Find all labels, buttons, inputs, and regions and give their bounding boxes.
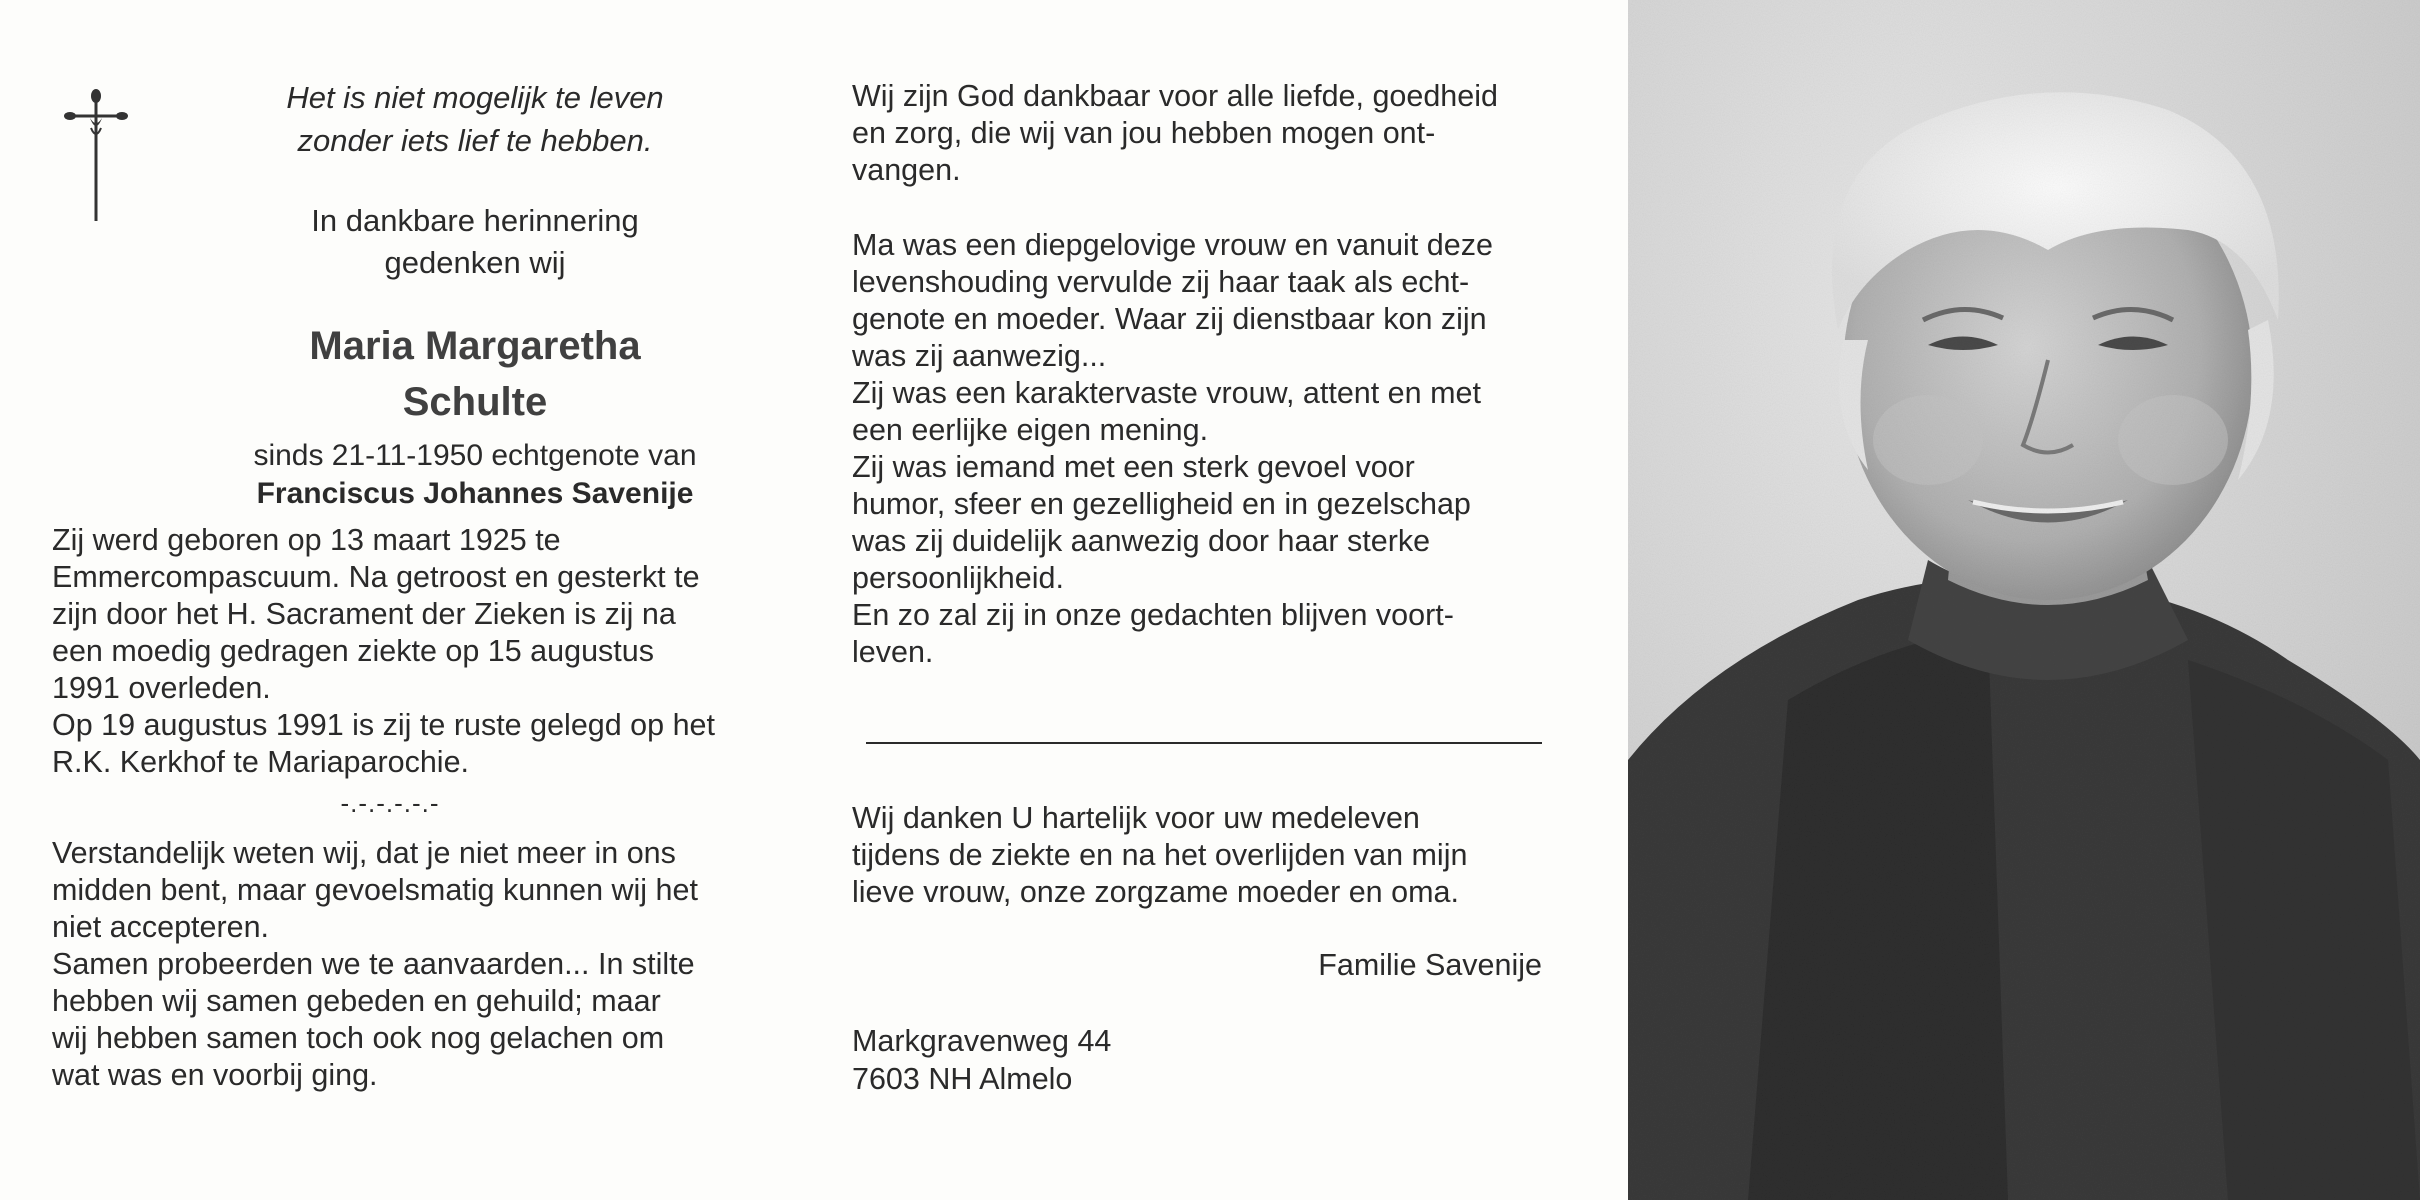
divider-rule — [866, 742, 1542, 744]
bio-line: Emmercompascuum. Na getroost en gesterkt te — [52, 560, 700, 594]
character-line: Zij was een karaktervaste vrouw, attent en met — [852, 376, 1481, 410]
character-line: leven. — [852, 635, 934, 669]
address — [852, 1022, 1111, 1098]
character-line: was zij aanwezig... — [852, 339, 1107, 373]
bio-line: 1991 overleden. — [52, 671, 271, 705]
gratitude-line: Wij zijn God dankbaar voor alle liefde, goedheid — [852, 79, 1498, 113]
motto — [215, 76, 735, 162]
address-city: 7603 NH Almelo — [852, 1062, 1073, 1096]
biography-paragraph — [52, 522, 742, 781]
thanks-line: lieve vrouw, onze zorgzame moeder en oma. — [852, 875, 1459, 909]
family-signature: Familie Savenije — [1318, 948, 1542, 982]
remembrance-heading — [215, 200, 735, 284]
bio-line: zijn door het H. Sacrament der Zieken is zij na — [52, 597, 676, 631]
spouse-name: Franciscus Johannes Savenije — [256, 477, 694, 510]
reflection-line: Verstandelijk weten wij, dat je niet meer in ons — [52, 836, 676, 870]
bio-line: Op 19 augustus 1991 is zij te ruste gelegd op het — [52, 708, 715, 742]
marriage-info — [215, 437, 735, 513]
character-line: genote en moeder. Waar zij dienstbaar kon zijn — [852, 302, 1487, 336]
gratitude-line: en zorg, die wij van jou hebben mogen ont- — [852, 116, 1436, 150]
bio-line: een moedig gedragen ziekte op 15 augustus — [52, 634, 654, 668]
reflection-line: hebben wij samen gebeden en gehuild; maar — [52, 984, 661, 1018]
reflection-line: midden bent, maar gevoelsmatig kunnen wij het — [52, 873, 698, 907]
reflection-line: Samen probeerden we te aanvaarden... In stilte — [52, 947, 695, 981]
separator-dots: -.-.-.-.-.- — [340, 788, 440, 818]
character-line: Ma was een diepgelovige vrouw en vanuit deze — [852, 228, 1493, 262]
character-line: humor, sfeer en gezelligheid en in gezelschap — [852, 487, 1471, 521]
address-street: Markgravenweg 44 — [852, 1024, 1112, 1058]
deceased-first-names: Maria Margaretha — [309, 324, 641, 368]
thanks-paragraph — [852, 800, 1542, 911]
reflection-line: wij hebben samen toch ook nog gelachen om — [52, 1021, 665, 1055]
reflection-line: niet accepteren. — [52, 910, 270, 944]
character-line: levenshouding vervulde zij haar taak als echt- — [852, 265, 1470, 299]
bio-line: R.K. Kerkhof te Mariaparochie. — [52, 745, 470, 779]
deceased-name — [215, 318, 735, 430]
reflection-line: wat was en voorbij ging. — [52, 1058, 378, 1092]
bio-line: Zij werd geboren op 13 maart 1925 te — [52, 523, 561, 557]
gratitude-line: vangen. — [852, 153, 961, 187]
portrait-photo — [1628, 0, 2420, 1200]
character-line: een eerlijke eigen mening. — [852, 413, 1209, 447]
deceased-surname: Schulte — [402, 380, 548, 424]
remembrance-line-2: gedenken wij — [384, 245, 566, 280]
character-paragraph — [852, 227, 1542, 671]
motto-line-1: Het is niet mogelijk te leven — [286, 80, 664, 115]
motto-line-2: zonder iets lief te hebben. — [297, 123, 653, 158]
thanks-line: Wij danken U hartelijk voor uw medeleven — [852, 801, 1420, 835]
marriage-prefix: sinds 21-11-1950 echtgenote van — [253, 439, 697, 472]
reflection-paragraph — [52, 835, 742, 1094]
remembrance-line-1: In dankbare herinnering — [311, 203, 639, 238]
character-line: Zij was iemand met een sterk gevoel voor — [852, 450, 1415, 484]
character-line: En zo zal zij in onze gedachten blijven voort- — [852, 598, 1454, 632]
portrait-illustration — [1628, 0, 2420, 1200]
character-line: persoonlijkheid. — [852, 561, 1064, 595]
cross-icon — [60, 88, 130, 223]
thanks-line: tijdens de ziekte en na het overlijden van mijn — [852, 838, 1468, 872]
gratitude-paragraph — [852, 78, 1542, 189]
character-line: was zij duidelijk aanwezig door haar sterke — [852, 524, 1431, 558]
